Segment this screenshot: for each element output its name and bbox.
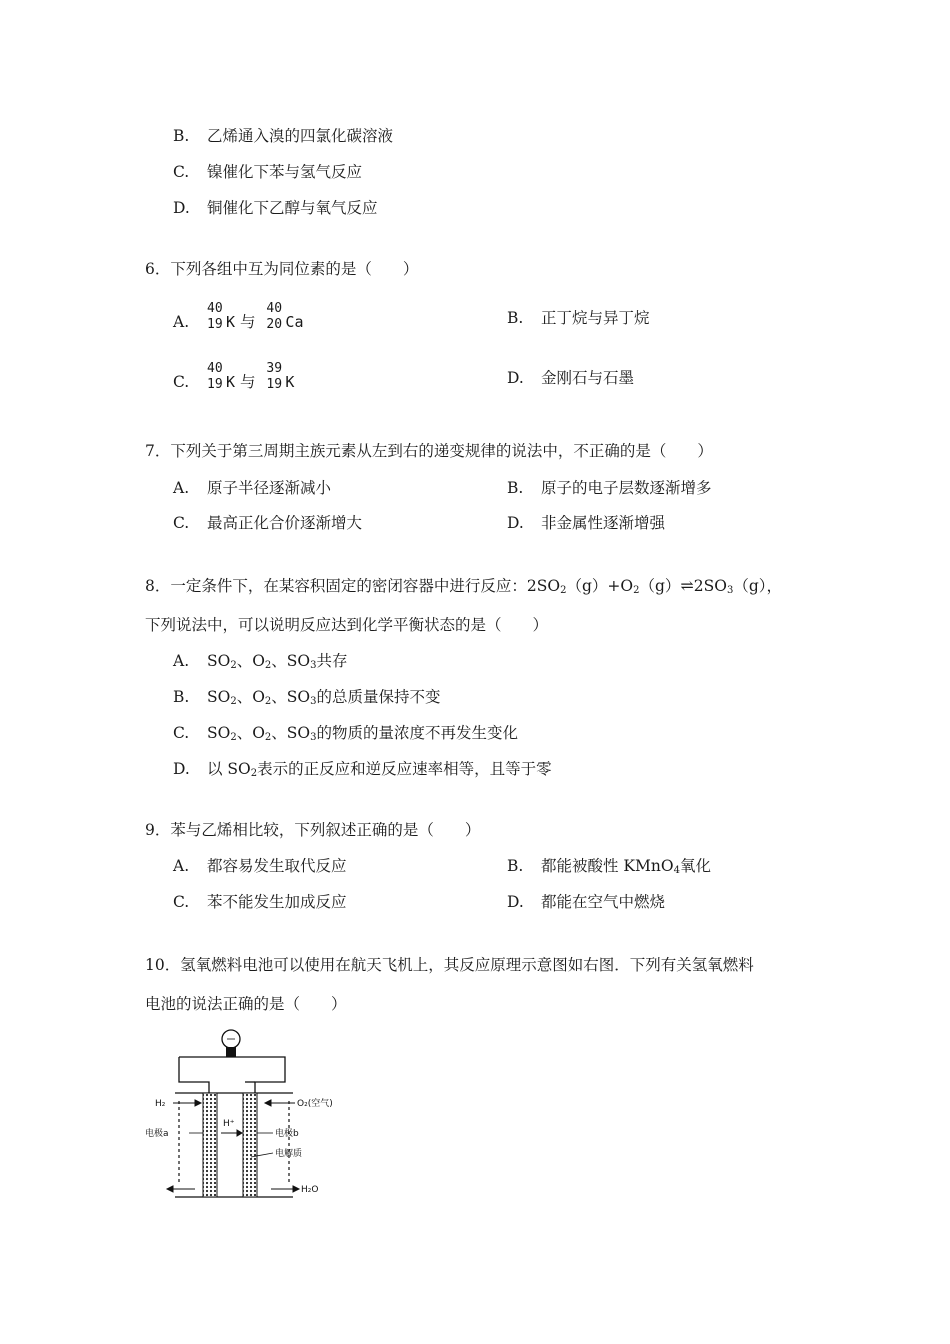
option-letter: D. <box>173 760 190 778</box>
nuclide-notation <box>207 301 225 336</box>
q9-option-a <box>173 856 347 876</box>
q5-option-c <box>173 162 362 182</box>
option-text: 最高正化合价逐渐增大 <box>207 514 363 532</box>
option-text: 乙烯通入溴的四氯化碳溶液 <box>207 127 394 145</box>
q7-stem: 7．下列关于第三周期主族元素从左到右的递变规律的说法中，不正确的是（ ） <box>145 442 713 460</box>
option-text: 非金属性逐渐增强 <box>541 514 666 532</box>
mass-number: 40 <box>266 301 283 316</box>
flow-arrows <box>167 1100 299 1192</box>
q8-stem-line2: 下列说法中，可以说明反应达到化学平衡状态的是（ ） <box>145 616 549 634</box>
option-letter: C. <box>173 724 190 742</box>
option-letter: C. <box>173 514 190 532</box>
option-letter: D. <box>507 369 524 387</box>
q8-option-b: B. $SO_2$、$O_2$、$SO_3$的总质量保持不变 <box>173 688 441 707</box>
nuclide-notation <box>266 301 284 336</box>
option-text: 原子的电子层数逐渐增多 <box>541 479 712 497</box>
q6-option-b <box>507 308 650 328</box>
nuclide-notation <box>207 361 225 396</box>
mass-number: 40 <box>207 361 223 376</box>
q9-stem: 9．苯与乙烯相比较，下列叙述正确的是（ ） <box>145 821 481 839</box>
element-symbol: Ca <box>285 313 304 331</box>
option-letter: A. <box>173 857 190 875</box>
option-letter: D. <box>507 514 524 532</box>
option-text: 正丁烷与异丁烷 <box>541 309 650 327</box>
option-letter: A. <box>173 652 190 670</box>
cell-container <box>175 1093 293 1197</box>
option-text: 原子半径逐渐减小 <box>207 479 332 497</box>
q9-option-b: B. 都能被酸性 KMnO$_4$氧化 <box>507 857 711 876</box>
fuel-cell-diagram <box>145 1025 365 1205</box>
electrode-a-label: 电极a <box>145 1129 169 1139</box>
electrode-b-plate <box>243 1093 257 1197</box>
q6-stem: 6．下列各组中互为同位素的是（ ） <box>145 260 419 278</box>
atomic-number: 20 <box>266 317 283 332</box>
option-text: 都容易发生取代反应 <box>207 857 347 875</box>
element-symbol: K <box>226 313 236 331</box>
q7-option-c <box>173 513 362 533</box>
q5-option-d <box>173 198 378 218</box>
atomic-number: 19 <box>266 377 283 392</box>
equilibrium-arrow: ⇌ <box>680 576 694 595</box>
option-letter: A. <box>173 479 190 497</box>
h2-label: H₂ <box>155 1099 166 1109</box>
option-text: 都能在空气中燃烧 <box>541 893 666 911</box>
option-letter: B. <box>507 857 524 875</box>
q7-option-b <box>507 478 712 498</box>
q7-option-d <box>507 513 665 533</box>
electrode-a-plate <box>203 1093 217 1197</box>
q9-option-d <box>507 892 665 912</box>
element-symbol: K <box>285 373 295 391</box>
light-bulb-icon <box>222 1030 240 1057</box>
nuclide-notation <box>266 361 284 396</box>
external-circuit <box>179 1057 285 1093</box>
q8-option-c: C. $SO_2$、$O_2$、$SO_3$的物质的量浓度不再发生变化 <box>173 724 519 743</box>
option-letter: B. <box>173 127 190 145</box>
q10-stem-line2: 电池的说法正确的是（ ） <box>145 995 347 1013</box>
option-letter: C. <box>173 373 190 391</box>
equation: $2SO_2(g)+O_2(g)\rightleftharpoons 2SO_3(g)$， <box>526 576 783 596</box>
option-text: 镍催化下苯与氢气反应 <box>207 163 363 181</box>
o2-air-label: O₂(空气) <box>297 1099 333 1109</box>
option-letter: C. <box>173 893 190 911</box>
atomic-number: 19 <box>207 317 223 332</box>
h-plus-label: H⁺ <box>223 1119 235 1129</box>
mass-number: 40 <box>207 301 223 316</box>
q6-option-d <box>507 368 634 388</box>
option-letter: D. <box>507 893 524 911</box>
h2o-label: H₂O <box>301 1185 319 1195</box>
stem-text: 8．一定条件下，在某容积固定的密闭容器中进行反应： <box>145 577 527 595</box>
q8-stem-line1 <box>145 576 782 601</box>
option-letter: A. <box>173 313 190 331</box>
element-symbol: K <box>226 373 236 391</box>
option-text: 苯不能发生加成反应 <box>207 893 347 911</box>
option-letter: D. <box>173 199 190 217</box>
q8-option-d: D. 以 $SO_2$表示的正反应和逆反应速率相等，且等于零 <box>173 760 552 779</box>
q9-option-c <box>173 892 347 912</box>
conjunction: 与 <box>239 313 256 331</box>
q6-option-c <box>173 361 295 396</box>
q8-option-a: A. $SO_2$、$O_2$、$SO_3$共存 <box>173 652 348 671</box>
mass-number: 39 <box>266 361 283 376</box>
q6-option-a <box>173 301 304 336</box>
electrode-b-label: 电极b <box>275 1129 299 1139</box>
option-text: 铜催化下乙醇与氧气反应 <box>207 199 378 217</box>
option-text: 金刚石与石墨 <box>541 369 635 387</box>
option-letter: C. <box>173 163 190 181</box>
option-letter: B. <box>173 688 190 706</box>
option-letter: B. <box>507 309 524 327</box>
conjunction: 与 <box>239 373 256 391</box>
q10-stem-line1: 10．氢氧燃料电池可以使用在航天飞机上，其反应原理示意图如右图．下列有关氢氧燃料 <box>145 956 754 974</box>
q5-option-b <box>173 126 393 146</box>
electrolyte-label: 电解质 <box>275 1149 303 1159</box>
leader-lines <box>189 1133 273 1157</box>
atomic-number: 19 <box>207 377 223 392</box>
option-letter: B. <box>507 479 524 497</box>
q7-option-a <box>173 478 331 498</box>
